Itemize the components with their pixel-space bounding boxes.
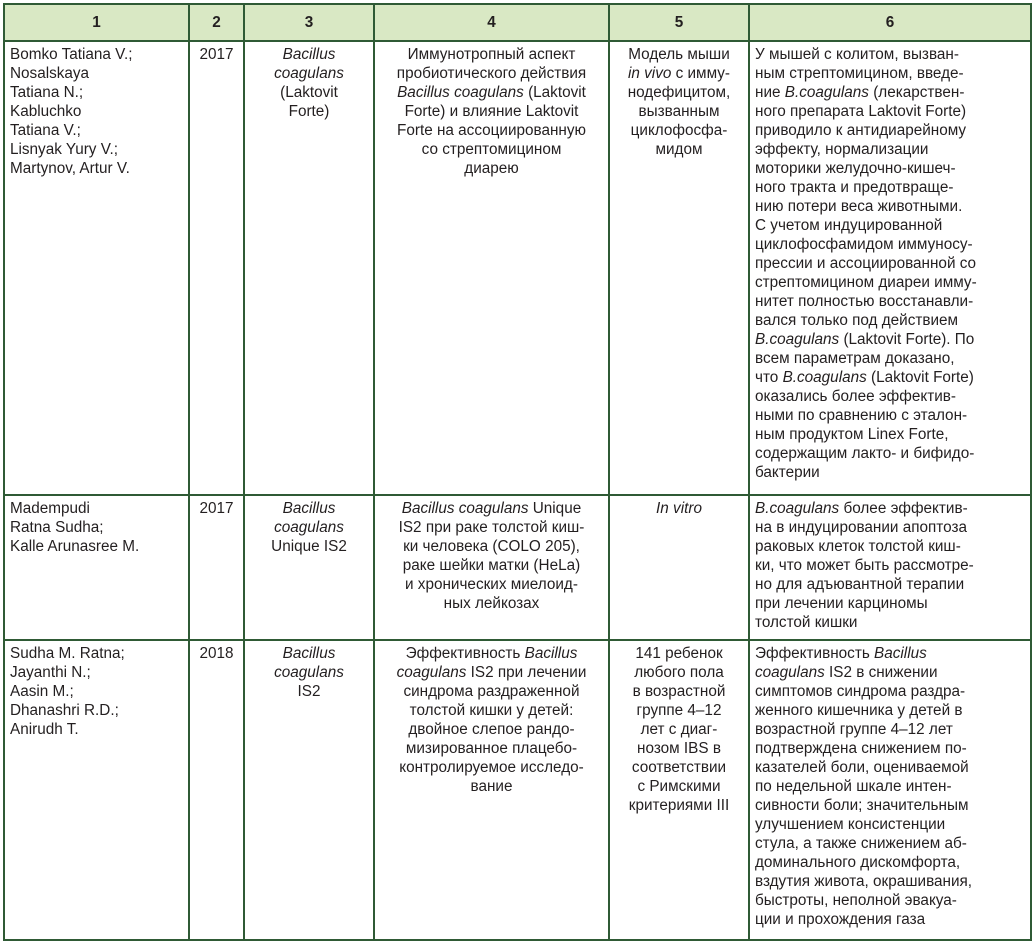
model-italic: In vitro — [656, 500, 702, 517]
result-text: IS2 в снижении симптомов синдрома раздра- женного кишечника у детей в возрастной группе 4–12 лет подтверждена снижением по- казателей боли, оцениваемой по недельной шкале интен- сивности боли; значительным улучшением консистенции стула, а также снижением аб- доминального дискомфорта, вздутия живота, окрашивания, быстроты, неполной эвакуа- ции и прохождения газа — [755, 664, 973, 928]
result-species: B.coagulans — [784, 84, 869, 101]
header-row — [4, 4, 1031, 41]
strain-name: Bacillus coagulans — [274, 500, 344, 536]
result-cell — [749, 640, 1031, 940]
title-text: (Laktovit Forte) и влияние Laktovit Forte на ассоциированную со стрептомицином диарею — [397, 84, 586, 177]
study-title-cell — [374, 640, 609, 940]
literature-table — [3, 3, 1032, 941]
table-row — [4, 640, 1031, 940]
model-italic: in vivo — [628, 65, 672, 82]
model-cell — [609, 41, 749, 495]
column-header-5: 5 — [609, 4, 749, 41]
model-text: Модель мыши — [628, 46, 730, 63]
strain-name: Bacillus coagulans — [274, 645, 344, 681]
title-text: Иммунотропный аспект пробиотического действия — [396, 46, 587, 82]
result-text: (Laktovit Forte). По всем параметрам доказано, что — [755, 331, 975, 386]
column-header-3: 3 — [244, 4, 374, 41]
result-text: Эффективность — [755, 645, 870, 662]
table-row — [4, 41, 1031, 495]
strain-cell — [244, 640, 374, 940]
column-header-6: 6 — [749, 4, 1031, 41]
strain-product: (Laktovit Forte) — [280, 84, 338, 120]
column-header-1: 1 — [4, 4, 189, 41]
result-species: B.coagulans — [755, 500, 840, 517]
year-cell: 2018 — [189, 640, 244, 940]
result-cell — [749, 495, 1031, 640]
strain-cell — [244, 41, 374, 495]
year-cell: 2017 — [189, 495, 244, 640]
title-species: Bacillus coagulans — [397, 84, 524, 101]
title-species: Bacillus coagulans — [401, 500, 529, 517]
result-species: B.coagulans — [782, 369, 867, 386]
result-text: более эффектив- на в индуцировании апоптоза раковых клеток толстой киш- ки, что может быть рассмотре- но для адъювантной терапии при лечении карциномы толстой кишки — [755, 500, 974, 631]
study-title-cell — [374, 41, 609, 495]
year-cell: 2017 — [189, 41, 244, 495]
strain-name: Bacillus coagulans — [274, 46, 344, 82]
column-header-4: 4 — [374, 4, 609, 41]
title-text: Эффективность — [405, 645, 521, 662]
authors-cell: Madempudi Ratna Sudha; Kalle Arunasree M. — [4, 495, 189, 640]
model-cell: 141 ребенок любого пола в возрастной группе 4–12 лет с диаг- нозом IBS в соответствии с Римскими критериями III — [609, 640, 749, 940]
table-row — [4, 495, 1031, 640]
study-title-cell — [374, 495, 609, 640]
authors-cell: Bomko Tatiana V.; Nosalskaya Tatiana N.; Kabluchko Tatiana V.; Lisnyak Yury V.; Martynov, Artur V. — [4, 41, 189, 495]
strain-cell — [244, 495, 374, 640]
strain-product: IS2 — [297, 683, 321, 700]
title-text: Unique IS2 при раке толстой киш- ки человека (COLO 205), раке шейки матки (HeLa) и хронических миелоид- ных лейкозах — [398, 500, 585, 612]
result-species: B.coagulans — [755, 331, 840, 348]
model-cell — [609, 495, 749, 640]
result-text: У мышей с колитом, вызван- ным стрептомицином, введе- ние — [755, 46, 964, 101]
title-text: IS2 при лечении синдрома раздраженной толстой кишки у детей: двойное слепое рандо- мизированное плацебо- контролируемое исследо- вание — [399, 664, 587, 795]
result-text: (Laktovit Forte) оказались более эффектив- ными по сравнению с эталон- ным продуктом Linex Forte, содержащим лакто- и бифидо- бактерии — [755, 369, 975, 481]
title-species: Bacillus coagulans — [396, 645, 578, 681]
result-species: Bacillus coagulans — [755, 645, 927, 681]
result-cell — [749, 41, 1031, 495]
column-header-2: 2 — [189, 4, 244, 41]
model-text: с имму- нодефицитом, вызванным циклофосфа- мидом — [627, 65, 731, 158]
strain-product: Unique IS2 — [271, 538, 347, 555]
authors-cell: Sudha M. Ratna; Jayanthi N.; Aasin M.; Dhanashri R.D.; Anirudh T. — [4, 640, 189, 940]
result-text: (лекарствен- ного препарата Laktovit Forte) приводило к антидиарейному эффекту, нормализации моторики желудочно-кишеч- ного тракта и предотвраще- нию потери веса животными. С учетом индуцированной циклофосфамидом иммуносу- прессии и ассоциированной со стрептомицином диареи имму- нитет полностью восстанавли- вался только под действием — [755, 84, 977, 329]
